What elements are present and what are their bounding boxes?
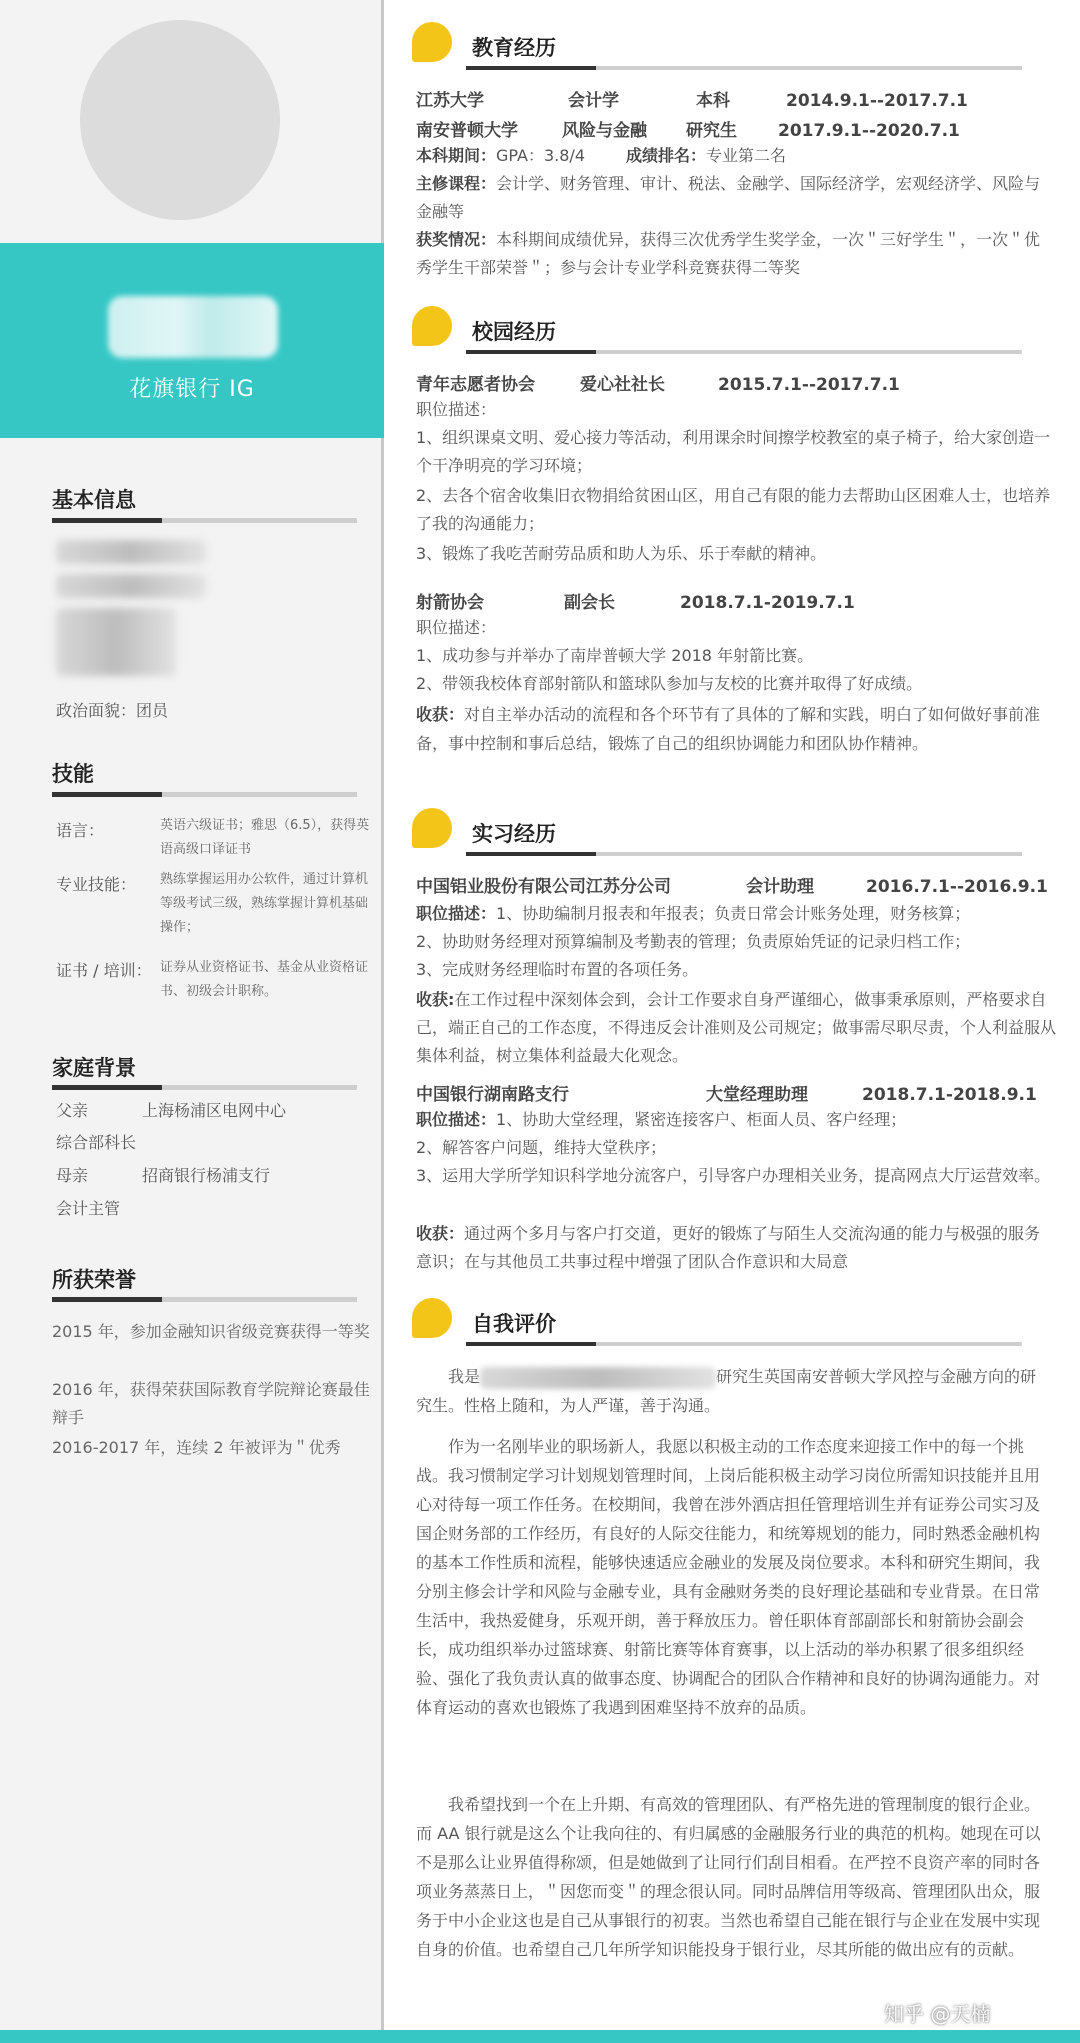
gain-text: 在工作过程中深刻体会到，会计工作要求自身严谨细心，做事秉承原则，严格要求自己，端正自己的工作态度，不得违反会计准则及公司规定；做事需尽职尽责，个人利益服从集体利益，树立集体利益最大化观念。 — [416, 990, 1057, 1065]
duty-label: 职位描述： — [416, 618, 497, 637]
education-divider — [466, 66, 1022, 70]
org-period: 2018.7.1-2019.7.1 — [680, 593, 855, 613]
self-divider — [466, 1342, 1022, 1346]
sidebar — [0, 0, 384, 2043]
gpa-value: GPA：3.8/4 — [496, 146, 586, 165]
speech-bubble-icon — [412, 1298, 452, 1338]
duty-item: 3、锻炼了我吃苦耐劳品质和助人为乐、乐于奉献的精神。 — [416, 544, 827, 563]
period: 2017.9.1--2020.7.1 — [778, 121, 960, 141]
duty-item: 2、解答客户问题，维持大堂秩序； — [416, 1138, 667, 1157]
org-period: 2015.7.1--2017.7.1 — [718, 375, 900, 395]
job-row — [416, 1080, 1037, 1105]
self-intro-rest: 研究生英国南安普顿大学风控与金融方向的研究生。性格上随和，为人严谨，善于沟通。 — [416, 1367, 1037, 1415]
basic-info-divider — [52, 518, 357, 523]
bottom-band — [0, 2030, 1080, 2043]
awards-label: 获奖情况： — [416, 230, 497, 249]
campus-org-row — [416, 370, 900, 395]
campus-title: 校园经历 — [472, 320, 556, 344]
skills-divider — [52, 792, 357, 797]
job-duty — [416, 900, 1056, 928]
campus-header — [412, 306, 1032, 366]
self-header — [412, 1298, 1032, 1358]
job-gain — [416, 986, 1056, 1070]
duty-label: 职位描述： — [416, 904, 497, 923]
major: 风险与金融 — [562, 121, 647, 141]
speech-bubble-icon — [412, 808, 452, 848]
family-divider — [52, 1085, 357, 1090]
honors-divider — [52, 1297, 357, 1302]
blurred-info-1 — [56, 540, 206, 564]
job-duty — [416, 1106, 1056, 1134]
family-row-label: 会计主管 — [56, 1199, 121, 1218]
avatar — [80, 20, 280, 220]
self-intro-start: 我是 — [448, 1367, 481, 1386]
family-title: 家庭背景 — [52, 1056, 136, 1080]
blurred-name — [108, 296, 278, 358]
org-name: 青年志愿者协会 — [416, 375, 535, 395]
self-paragraph-3: 我希望找到一个在上升期、有高效的管理团队、有严格先进的管理制度的银行企业。而 AA 银行就是这么个让我向往的、有归属感的金融服务行业的典范的机构。她现在可以不是那么让业界值得称颂，但是她做到了让同行们刮目相看。在严控不良资产率的同时各项业务蒸蒸日上，＂因您而变＂的理念很认同。同时品牌信用等级高、管理团队出众，服务于中小企业这也是自己从事银行的初衷。当然也希望自己能在银行与企业在发展中实现自身的价值。也希望自己几年所学知识能投身于银行业，尽其所能的做出应有的贡献。 — [416, 1795, 1041, 1959]
org-name: 射箭协会 — [416, 593, 484, 613]
awards — [416, 226, 1056, 282]
duty-label: 职位描述： — [416, 400, 497, 419]
blurred-info-2 — [56, 574, 206, 598]
education-title: 教育经历 — [472, 36, 556, 60]
speech-bubble-icon — [412, 306, 452, 346]
duty-item: 3、完成财务经理临时布置的各项任务。 — [416, 960, 699, 979]
duty-item: 3、运用大学所学知识科学地分流客户，引导客户办理相关业务，提高网点大厅运营效率。 — [416, 1166, 1051, 1185]
blurred-name-inline — [480, 1367, 716, 1389]
intern-divider — [466, 852, 1022, 856]
education-row — [416, 86, 968, 111]
org-role: 副会长 — [564, 593, 615, 613]
education-row — [416, 116, 960, 141]
family-row-value: 招商银行杨浦支行 — [142, 1166, 271, 1185]
job-period: 2018.7.1-2018.9.1 — [862, 1085, 1037, 1105]
honor-item: 2016-2017 年，连续 2 年被评为＂优秀 — [52, 1438, 341, 1457]
gain-text: 通过两个多月与客户打交道，更好的锻炼了与陌生人交流沟通的能力与极强的服务意识；在与其他员工共事过程中增强了团队合作意识和大局意 — [416, 1224, 1041, 1271]
courses-value: 会计学、财务管理、审计、税法、金融学、国际经济学，宏观经济学、风险与金融等 — [416, 174, 1041, 221]
political-status: 政治面貌：团员 — [56, 701, 169, 720]
school: 南安普顿大学 — [416, 121, 518, 141]
speech-bubble-icon — [412, 22, 452, 62]
intern-title: 实习经历 — [472, 822, 556, 846]
family-row-label: 综合部科长 — [56, 1133, 137, 1152]
gain-label: 收获： — [416, 705, 465, 724]
org-role: 爱心社社长 — [580, 375, 665, 395]
honor-item: 2016 年，获得荣获国际教育学院辩论赛最佳辩手 — [52, 1380, 370, 1427]
skill-value-language: 英语六级证书；雅思（6.5），获得英语高级口译证书 — [160, 818, 370, 857]
courses-label: 主修课程： — [416, 174, 497, 193]
duty-item: 1、成功参与并举办了南岸普顿大学 2018 年射箭比赛。 — [416, 646, 814, 665]
rank-value: 专业第二名 — [706, 146, 787, 165]
skill-label-professional: 专业技能： — [56, 875, 137, 894]
period: 2014.9.1--2017.7.1 — [786, 91, 968, 111]
company: 中国铝业股份有限公司江苏分公司 — [416, 877, 671, 897]
major: 会计学 — [568, 91, 619, 111]
honors-title: 所获荣誉 — [52, 1268, 136, 1292]
gain-label: 收获: — [416, 990, 455, 1009]
duty-item: 2、带领我校体育部射箭队和篮球队参加与友校的比赛并取得了好成绩。 — [416, 674, 923, 693]
education-header — [412, 22, 1032, 82]
job-role: 大堂经理助理 — [706, 1085, 808, 1105]
gain-label: 收获： — [416, 1224, 465, 1243]
degree: 本科 — [696, 91, 730, 111]
duty-item: 2、协助财务经理对预算编制及考勤表的管理；负责原始凭证的记录归档工作； — [416, 932, 971, 951]
skill-label-language: 语言： — [56, 821, 105, 840]
gpa-label: 本科期间： — [416, 146, 497, 165]
job-gain — [416, 1220, 1056, 1276]
self-title: 自我评价 — [472, 1312, 556, 1336]
duty-item: 1、协助大堂经理，紧密连接客户、柜面人员、客户经理； — [496, 1110, 907, 1129]
job-row — [416, 872, 1048, 897]
skill-value-professional: 熟练掌握运用办公软件，通过计算机等级考试三级，熟练掌握计算机基础操作； — [160, 872, 369, 935]
school: 江苏大学 — [416, 91, 484, 111]
skill-label-certificates: 证书 / 培训： — [56, 961, 152, 980]
basic-info-title: 基本信息 — [52, 488, 136, 512]
job-role: 会计助理 — [746, 877, 814, 897]
honor-item: 2015 年，参加金融知识省级竞赛获得一等奖 — [52, 1322, 370, 1341]
target-position: 花旗银行 IG — [129, 377, 255, 402]
gpa-line — [416, 142, 1056, 170]
blurred-info-3 — [56, 608, 176, 676]
rank-label: 成绩排名： — [626, 146, 707, 165]
campus-org-row — [416, 588, 855, 613]
skills-title: 技能 — [52, 762, 94, 786]
degree: 研究生 — [686, 121, 737, 141]
self-paragraph-1 — [416, 1362, 1052, 1420]
duty-item: 1、组织课桌文明、爱心接力等活动，利用课余时间擦学校教室的桌子椅子，给大家创造一个干净明亮的学习环境； — [416, 428, 1051, 475]
job-period: 2016.7.1--2016.9.1 — [866, 877, 1048, 897]
campus-divider — [466, 350, 1022, 354]
duty-item: 2、去各个宿舍收集旧衣物捐给贫困山区，用自己有限的能力去帮助山区困难人士，也培养了我的沟通能力； — [416, 486, 1051, 533]
skill-value-certificates: 证券从业资格证书、基金从业资格证书、初级会计职称。 — [160, 960, 369, 999]
intern-header — [412, 808, 1032, 868]
family-row-label: 父亲 — [56, 1101, 89, 1120]
family-row-value: 上海杨浦区电网中心 — [142, 1101, 287, 1120]
awards-value: 本科期间成绩优异，获得三次优秀学生奖学金，一次＂三好学生＂，一次＂优秀学生干部荣誉＂；参与会计专业学科竞赛获得二等奖 — [416, 230, 1041, 277]
duty-label: 职位描述： — [416, 1110, 497, 1129]
courses — [416, 170, 1056, 226]
self-paragraph-2: 作为一名刚毕业的职场新人，我愿以积极主动的工作态度来迎接工作中的每一个挑战。我习惯制定学习计划规划管理时间，上岗后能积极主动学习岗位所需知识技能并且用心对待每一项工作任务。在校期间，我曾在涉外酒店担任管理培训生并有证券公司实习及国企财务部的工作经历，有良好的人际交往能力，和统筹规划的能力，同时熟悉金融机构的基本工作性质和流程，能够快速适应金融业的发展及岗位要求。本科和研究生期间，我分别主修会计学和风险与金融专业，具有金融财务类的良好理论基础和专业背景。在日常生活中，我热爱健身，乐观开朗，善于释放压力。曾任职体育部副部长和射箭协会副会长，成功组织举办过篮球赛、射箭比赛等体育赛事，以上活动的举办积累了很多组织经验、强化了我负责认真的做事态度、协调配合的团队合作精神和良好的协调沟通能力。对体育运动的喜欢也锻炼了我遇到困难坚持不放弃的品质。 — [416, 1437, 1041, 1717]
gain-text: 对自主举办活动的流程和各个环节有了具体的了解和实践，明白了如何做好事前准备，事中控制和事后总结，锻炼了自己的组织协调能力和团队协作精神。 — [416, 705, 1041, 753]
duty-item: 1、协助编制月报表和年报表；负责日常会计账务处理，财务核算； — [496, 904, 971, 923]
family-row-label: 母亲 — [56, 1166, 89, 1185]
company: 中国银行湖南路支行 — [416, 1085, 569, 1105]
watermark: 知乎 @天楠 — [884, 2002, 991, 2026]
campus-gain — [416, 700, 1056, 758]
